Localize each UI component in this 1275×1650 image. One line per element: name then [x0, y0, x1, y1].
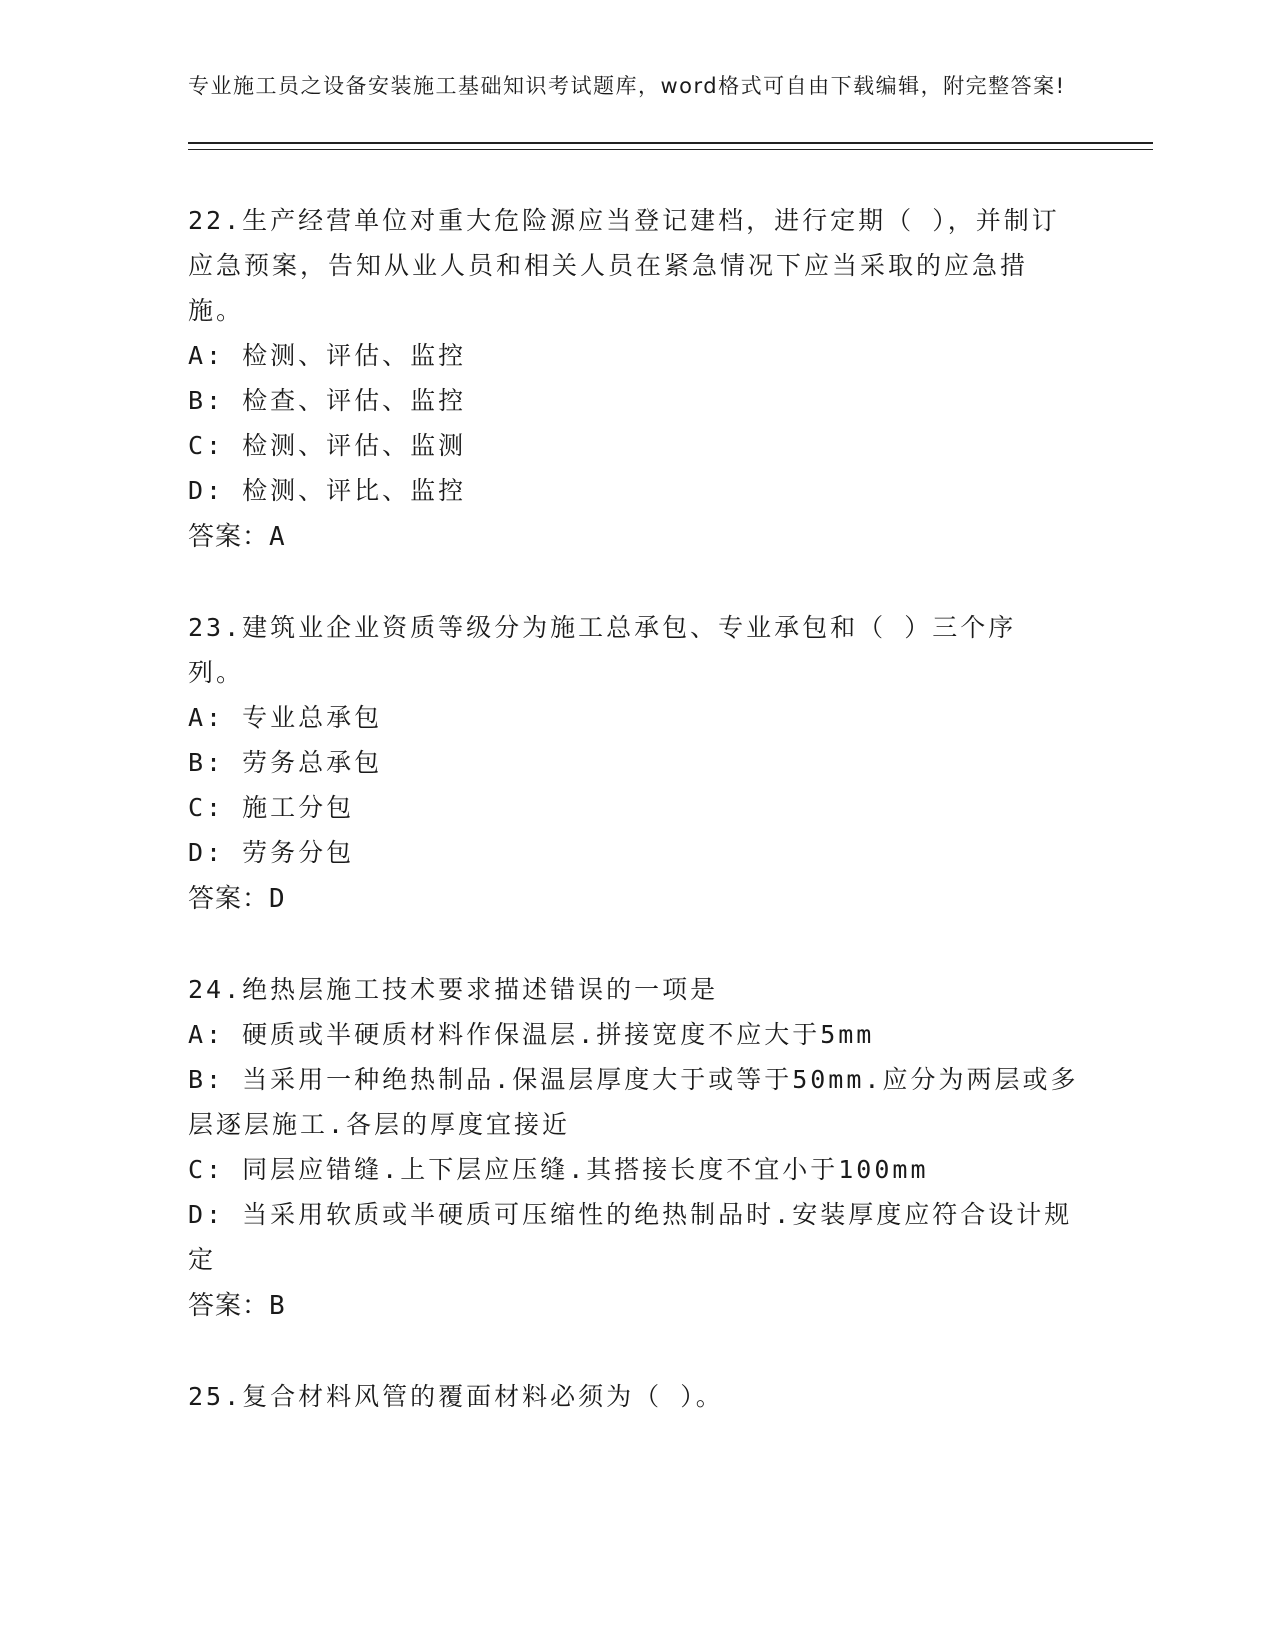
option-c: C: 检测、评估、监测	[188, 431, 467, 460]
answer-label: 答案：	[188, 522, 270, 552]
answer-value: B	[269, 1291, 286, 1321]
question-stem: 24.绝热层施工技术要求描述错误的一项是	[188, 975, 719, 1004]
option-a: A: 专业总承包	[188, 703, 383, 732]
option-c: C: 施工分包	[188, 793, 355, 822]
option-a: A: 检测、评估、监控	[188, 341, 467, 370]
option-d: D: 检测、评比、监控	[188, 476, 467, 505]
answer-line	[188, 875, 1153, 923]
option-d: D: 当采用软质或半硬质可压缩性的绝热制品时.安装厚度应符合设计规定	[188, 1200, 1073, 1274]
answer-value: A	[269, 522, 286, 552]
answer-line	[188, 513, 1153, 561]
answer-value: D	[269, 884, 286, 914]
option-b: B: 劳务总承包	[188, 748, 383, 777]
option-d: D: 劳务分包	[188, 838, 355, 867]
answer-line	[188, 1282, 1153, 1330]
question-stem: 23.建筑业企业资质等级分为施工总承包、专业承包和（ ）三个序列。	[188, 613, 1017, 687]
question-24	[188, 967, 1153, 1330]
question-stem: 22.生产经营单位对重大危险源应当登记建档，进行定期（ ），并制订应急预案，告知从业人员和相关人员在紧急情况下应当采取的应急措施。	[188, 206, 1060, 325]
option-a: A: 硬质或半硬质材料作保温层.拼接宽度不应大于5mm	[188, 1020, 875, 1049]
document-page	[188, 70, 1153, 1419]
question-25	[188, 1374, 1153, 1419]
answer-label: 答案：	[188, 884, 270, 914]
option-c: C: 同层应错缝.上下层应压缝.其搭接长度不宜小于100mm	[188, 1155, 929, 1184]
option-b: B: 当采用一种绝热制品.保温层厚度大于或等于50mm.应分为两层或多层逐层施工.各层的厚度宜接近	[188, 1065, 1079, 1139]
question-23	[188, 605, 1153, 923]
answer-label: 答案：	[188, 1291, 270, 1321]
document-header-title: 专业施工员之设备安装施工基础知识考试题库，word格式可自由下载编辑，附完整答案!	[188, 74, 1066, 98]
header-double-rule	[188, 142, 1153, 150]
option-b: B: 检查、评估、监控	[188, 386, 467, 415]
question-stem: 25.复合材料风管的覆面材料必须为（ ）。	[188, 1382, 724, 1411]
question-22	[188, 198, 1153, 561]
